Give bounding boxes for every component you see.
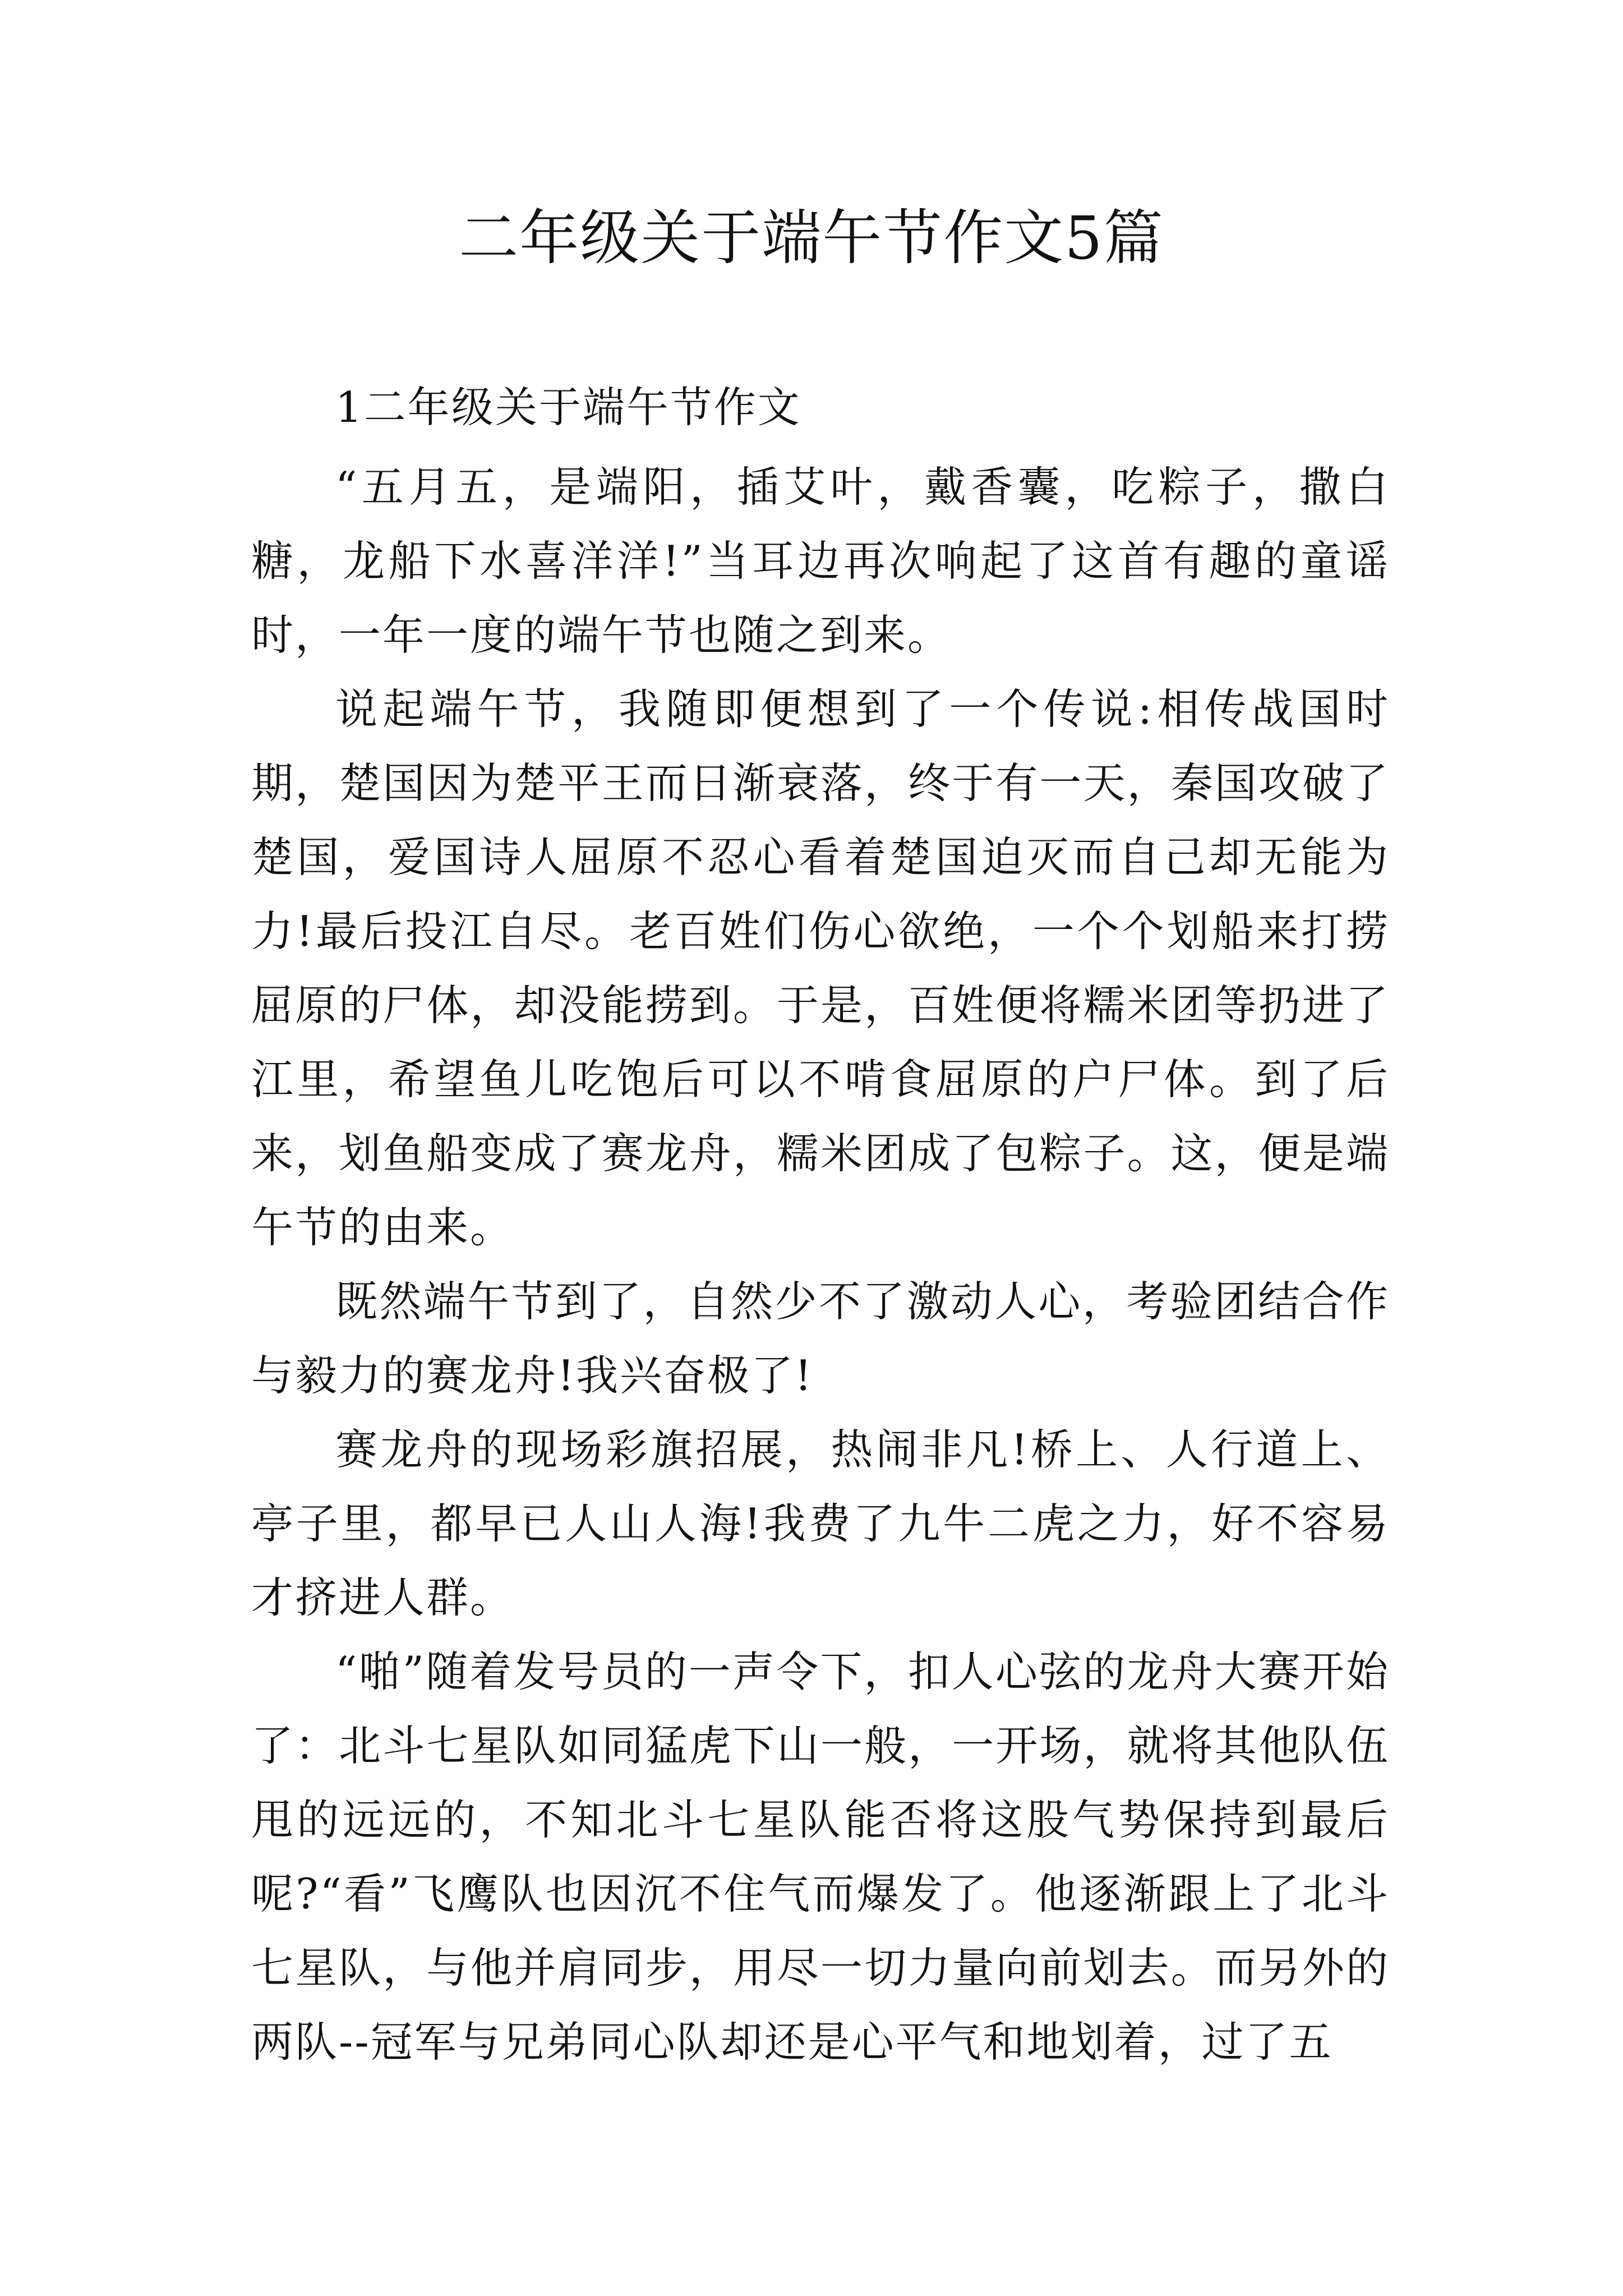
document-body	[251, 370, 1390, 2079]
paragraph-3: 既然端午节到了，自然少不了激动人心，考验团结合作与毅力的赛龙舟!我兴奋极了!	[251, 1277, 1390, 1400]
paragraph-4: 赛龙舟的现场彩旗招展，热闹非凡!桥上、人行道上、亭子里，都早已人山人海!我费了九牛二虎之力，好不容易才挤进人群。	[251, 1425, 1390, 1622]
paragraph-2: 说起端午节，我随即便想到了一个传说:相传战国时期，楚国因为楚平王而日渐衰落，终于有一天，秦国攻破了楚国，爱国诗人屈原不忍心看着楚国迫灭而自己却无能为力!最后投江自尽。老百姓们伤心欲绝，一个个划船来打捞屈原的尸体，却没能捞到。于是，百姓便将糯米团等扔进了江里，希望鱼儿吃饱后可以不啃食屈原的户尸体。到了后来，划鱼船变成了赛龙舟，糯米团成了包粽子。这，便是端午节的由来。	[251, 684, 1390, 1252]
paragraph-1: “五月五，是端阳，插艾叶，戴香囊，吃粽子，撒白糖，龙船下水喜洋洋!”当耳边再次响起了这首有趣的童谣时，一年一度的端午节也随之到来。	[251, 462, 1390, 660]
document-title: 二年级关于端午节作文5篇	[459, 204, 1164, 273]
section-heading: 1二年级关于端午节作文	[335, 383, 801, 432]
paragraph-5: “啪”随着发号员的一声令下，扣人心弦的龙舟大赛开始了：北斗七星队如同猛虎下山一般，一开场，就将其他队伍甩的远远的，不知北斗七星队能否将这股气势保持到最后呢?“看”飞鹰队也因沉不住气而爆发了。他逐渐跟上了北斗七星队，与他并肩同步，用尽一切力量向前划去。而另外的两队--冠军与兄弟同心队却还是心平气和地划着，过了五	[251, 1647, 1390, 2067]
